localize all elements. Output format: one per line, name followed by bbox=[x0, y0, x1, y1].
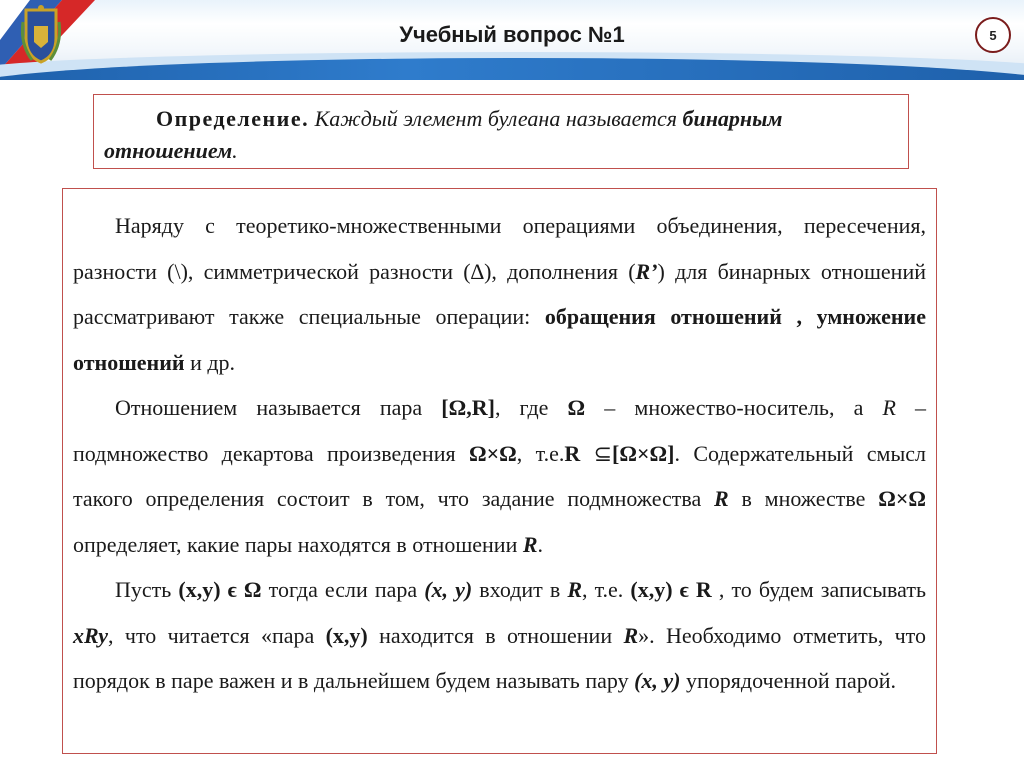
text-span: входит в bbox=[472, 577, 568, 602]
slide-title: Учебный вопрос №1 bbox=[399, 22, 625, 47]
text-span: , т.е. bbox=[582, 577, 631, 602]
text-span: Пусть bbox=[115, 577, 179, 602]
cartesian-product: Ω×Ω bbox=[468, 440, 517, 466]
r-symbol: R bbox=[882, 395, 896, 420]
r-symbol: R bbox=[567, 577, 582, 602]
r-symbol: R bbox=[714, 486, 729, 511]
text-span: Наряду с теоретико-множественными операциями объединения, пересечения, разности (\), симметрической разности (∆), дополнения ( bbox=[73, 213, 926, 284]
xry-notation: xRy bbox=[73, 622, 109, 648]
pair-notation: (x,y) bbox=[325, 622, 368, 648]
page-number-badge: 5 bbox=[975, 17, 1011, 53]
text-span: . bbox=[537, 531, 544, 557]
text-span: ». Необходимо отметить, что порядок в паре важен и в дальнейшем будем называть пару bbox=[73, 622, 926, 693]
cartesian-product: [Ω×Ω] bbox=[612, 440, 675, 466]
slide-header bbox=[0, 0, 1024, 80]
text-span: в множестве bbox=[728, 486, 879, 511]
text-span: – подмножество декартова произведения bbox=[73, 395, 927, 466]
paragraph-operations bbox=[73, 203, 926, 385]
text-span: тогда если пара bbox=[261, 577, 425, 602]
text-span: , то будем записывать bbox=[711, 577, 926, 602]
pair-membership: (x,y) ϵ R bbox=[630, 577, 712, 602]
main-content-box bbox=[62, 188, 937, 754]
definition-text: Каждый элемент булеана называется bbox=[309, 106, 683, 131]
text-span: , что читается «пара bbox=[108, 622, 326, 648]
text-span: , т.е. bbox=[516, 440, 565, 466]
text-span: , где bbox=[494, 395, 568, 420]
definition-bold-term: бинарным отношением bbox=[104, 106, 783, 163]
text-span: определяет, какие пары находятся в отношении bbox=[73, 531, 523, 557]
r-prime-symbol: R’ bbox=[635, 258, 658, 284]
pair-membership: (x,y) ϵ Ω bbox=[178, 577, 262, 602]
r-symbol: R bbox=[623, 622, 639, 648]
pair-notation: [Ω,R] bbox=[441, 395, 495, 420]
text-span: Отношением называется пара bbox=[115, 395, 442, 420]
paragraph-ordered-pair bbox=[73, 567, 926, 704]
paragraph-relation-definition bbox=[73, 385, 926, 567]
text-span: находится в отношении bbox=[367, 622, 624, 648]
r-symbol: R bbox=[564, 440, 581, 466]
definition-end: . bbox=[232, 138, 238, 163]
pair-notation: (x, y) bbox=[634, 668, 681, 693]
omega-symbol: Ω bbox=[567, 395, 586, 420]
definition-term: Определение. bbox=[156, 106, 310, 131]
text-span: ⊆ bbox=[580, 440, 613, 466]
text-span: – множество-носитель, а bbox=[585, 395, 883, 420]
definition-box bbox=[93, 94, 909, 169]
text-span: и др. bbox=[184, 349, 236, 375]
pair-notation: (x, y) bbox=[424, 577, 473, 602]
text-span: ) для бинарных отношений рассматривают также специальные операции: bbox=[73, 258, 926, 329]
text-span: . Содержательный смысл такого определения состоит в том, что задание подмножества bbox=[73, 440, 927, 511]
text-span: упорядоченной парой. bbox=[680, 668, 896, 693]
cartesian-product: Ω×Ω bbox=[878, 486, 926, 511]
special-operations-bold: обращения отношений , умножение отношений bbox=[73, 304, 926, 375]
r-symbol: R bbox=[522, 531, 538, 557]
